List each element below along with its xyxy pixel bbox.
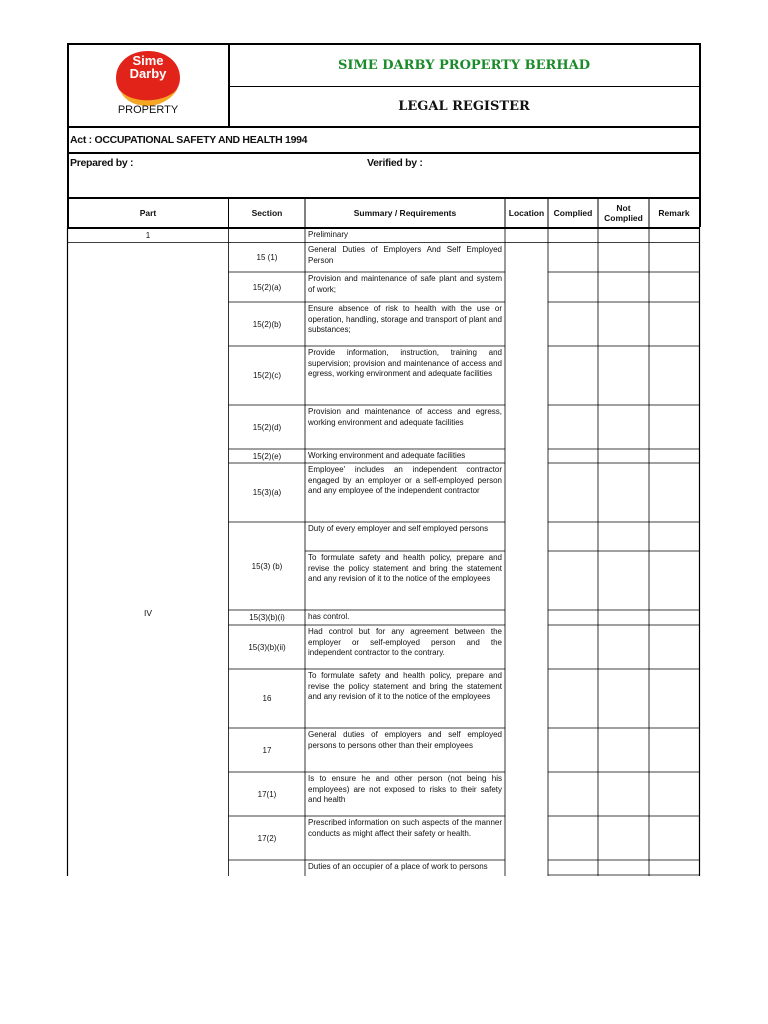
- section-15-2-d: 15(2)(d): [252, 422, 282, 432]
- header-location: Location: [508, 208, 545, 218]
- header-remark: Remark: [658, 208, 690, 218]
- summary-17-2: Prescribed information on such aspects of the manner conducts as might affect their safety or health.: [308, 818, 502, 838]
- header-section: Section: [251, 208, 283, 218]
- summary-occupier: Duties of an occupier of a place of work to persons: [308, 862, 488, 871]
- section-15-3-b-i: 15(3)(b)(i): [249, 613, 285, 622]
- document-title: LEGAL REGISTER: [398, 99, 530, 114]
- header-summary: Summary / Requirements: [353, 208, 457, 218]
- section-17: 17: [262, 745, 272, 755]
- summary-15-2-a: Provision and maintenance of safe plant and system of work;: [308, 274, 502, 294]
- summary-15-2-c: Provide information, instruction, training and supervision; provision and maintenance of access and egress, working environment and adequate facilities: [308, 348, 502, 379]
- act-line: Act : OCCUPATIONAL SAFETY AND HEALTH 1994: [70, 134, 308, 146]
- section-15-3-a: 15(3)(a): [252, 488, 282, 497]
- verified-by-label: Verified by :: [367, 157, 423, 169]
- section-17-1: 17(1): [257, 789, 277, 799]
- summary-17: General duties of employers and self employed persons to persons other than their employees: [308, 730, 502, 750]
- summary-15-3-b-i: has control.: [308, 612, 350, 621]
- summary-15-2-e: Working environment and adequate facilities: [308, 451, 466, 460]
- section-16: 16: [262, 694, 272, 703]
- summary-15-3-b-policy: To formulate safety and health policy, prepare and revise the policy statement and bring the statement and any revision of it to the notice of the employees: [308, 553, 502, 584]
- section-15-1: 15 (1): [256, 253, 278, 262]
- row-part-1: 1: [145, 230, 151, 240]
- logo-caption: PROPERTY: [117, 104, 179, 116]
- section-15-3-b: 15(3) (b): [251, 561, 283, 571]
- row-summary-1: Preliminary: [308, 230, 349, 239]
- part-iv-label: IV: [143, 608, 153, 618]
- section-15-2-b: 15(2)(b): [252, 319, 282, 329]
- section-15-2-a: 15(2)(a): [252, 282, 282, 292]
- summary-15-3-b-ii: Had control but for any agreement between the employer or self-employed person and the independent contractor to the contrary.: [308, 627, 502, 658]
- section-15-2-c: 15(2)(c): [252, 371, 281, 380]
- prepared-by-label: Prepared by :: [70, 157, 134, 169]
- header-not-complied: Not Complied: [604, 203, 643, 223]
- summary-15-1: General Duties of Employers And Self Employed Person: [308, 245, 502, 265]
- section-15-3-b-ii: 15(3)(b)(ii): [248, 642, 286, 652]
- summary-15-3-a: Employee' includes an independent contractor engaged by an employer or a self-employed person and any employee of the independent contractor: [308, 465, 502, 496]
- header-complied: Complied: [553, 208, 593, 218]
- company-name: SIME DARBY PROPERTY BERHAD: [337, 57, 590, 73]
- summary-17-1: Is to ensure he and other person (not being his employees) are not exposed to risks to their safety and health: [308, 774, 502, 805]
- section-15-2-e: 15(2)(e): [252, 451, 282, 461]
- summary-15-2-b: Ensure absence of risk to health with the use or operation, handling, storage and transport of plant and substances;: [308, 304, 502, 335]
- section-17-2: 17(2): [257, 833, 277, 843]
- summary-16: To formulate safety and health policy, prepare and revise the policy statement and bring the statement and any revision of it to the notice of the employees: [308, 671, 502, 702]
- summary-15-3-b-duty: Duty of every employer and self employed persons: [308, 524, 489, 533]
- header-part: Part: [139, 208, 157, 218]
- logo-wordmark: Sime Darby: [129, 53, 167, 81]
- summary-15-2-d: Provision and maintenance of access and egress, working environment and adequate facilities: [308, 407, 502, 427]
